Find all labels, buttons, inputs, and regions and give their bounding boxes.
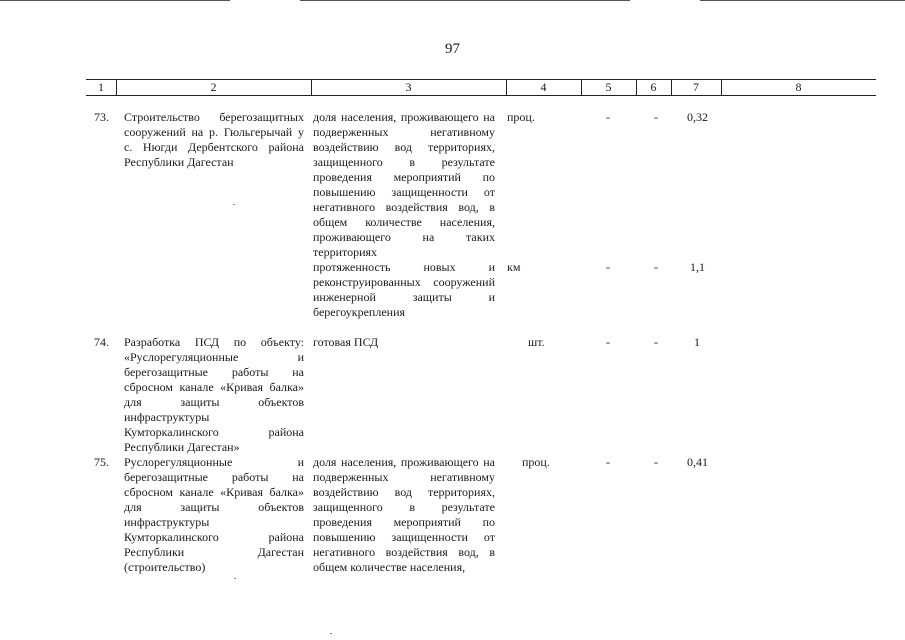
indicator-unit: проц.: [507, 110, 535, 124]
indicator-text: доля населения, проживающего на подверженных негативному воздействию вод территориях, защищенного в результате проведения мероприятий по повышению защищенности от негативного воздействия вод, в общем количестве населения, проживающего на таких территориях: [313, 110, 495, 259]
col5-value: -: [606, 335, 610, 349]
indicator-text: протяженность новых и реконструированных сооружений инженерной защиты и берегоукрепления: [313, 260, 495, 319]
col7-value: 1,1: [690, 260, 705, 274]
col6-value: -: [654, 110, 658, 124]
event-name: Руслорегуляционные и берегозащитные работы на сбросном канале «Кривая балка» для защиты объектов инфраструктуры Кумторкалинского района Республики Дагестан (строительство): [124, 455, 304, 574]
scan-edge-line: [300, 0, 630, 1]
col6-value: -: [654, 455, 658, 469]
scan-edge-line: [700, 0, 905, 1]
col6-value: -: [654, 260, 658, 274]
scan-speck: [330, 633, 332, 634]
indicator-text: доля населения, проживающего на подверженных негативному воздействию вод территориях, защищенного в результате проведения мероприятий по повышению защищенности от негативного воздействия вод, в общем количестве населения,: [313, 455, 495, 574]
event-name: Строительство берегозащитных сооружений на р. Гюльгерычай у с. Нюгди Дербентского района Республики Дагестан: [124, 110, 304, 169]
col5-value: -: [606, 110, 610, 124]
page-number: 97: [445, 41, 460, 57]
indicator-unit: проц.: [522, 455, 550, 469]
row-number: 74.: [94, 335, 109, 349]
col6-value: -: [654, 335, 658, 349]
table-header: [86, 79, 876, 96]
header-col-1: 1: [98, 80, 104, 94]
indicator-unit: шт.: [528, 335, 545, 349]
header-col-5: 5: [605, 80, 612, 94]
header-col-3: 3: [405, 80, 412, 94]
col5-value: -: [606, 260, 610, 274]
row-number: 73.: [94, 110, 109, 124]
col7-value: 0,32: [687, 110, 708, 124]
event-name: Разработка ПСД по объекту: «Руслорегуляционные и берегозащитные работы на сбросном канале «Кривая балка» для защиты объектов инфраструктуры Кумторкалинского района Республики Дагестан»: [124, 335, 304, 454]
header-col-6: 6: [650, 80, 657, 94]
header-col-2: 2: [210, 80, 217, 94]
row-number: 75.: [94, 455, 109, 469]
header-col-4: 4: [540, 80, 547, 94]
scan-speck: [234, 578, 236, 579]
col7-value: 1: [694, 335, 700, 349]
col5-value: -: [606, 455, 610, 469]
header-col-7: 7: [693, 80, 699, 94]
scan-edge-line: [0, 0, 230, 1]
scan-speck: [233, 204, 235, 205]
header-col-8: 8: [795, 80, 802, 94]
col7-value: 0,41: [687, 455, 708, 469]
indicator-unit: км: [507, 260, 521, 274]
indicator-text: готовая ПСД: [313, 335, 379, 349]
